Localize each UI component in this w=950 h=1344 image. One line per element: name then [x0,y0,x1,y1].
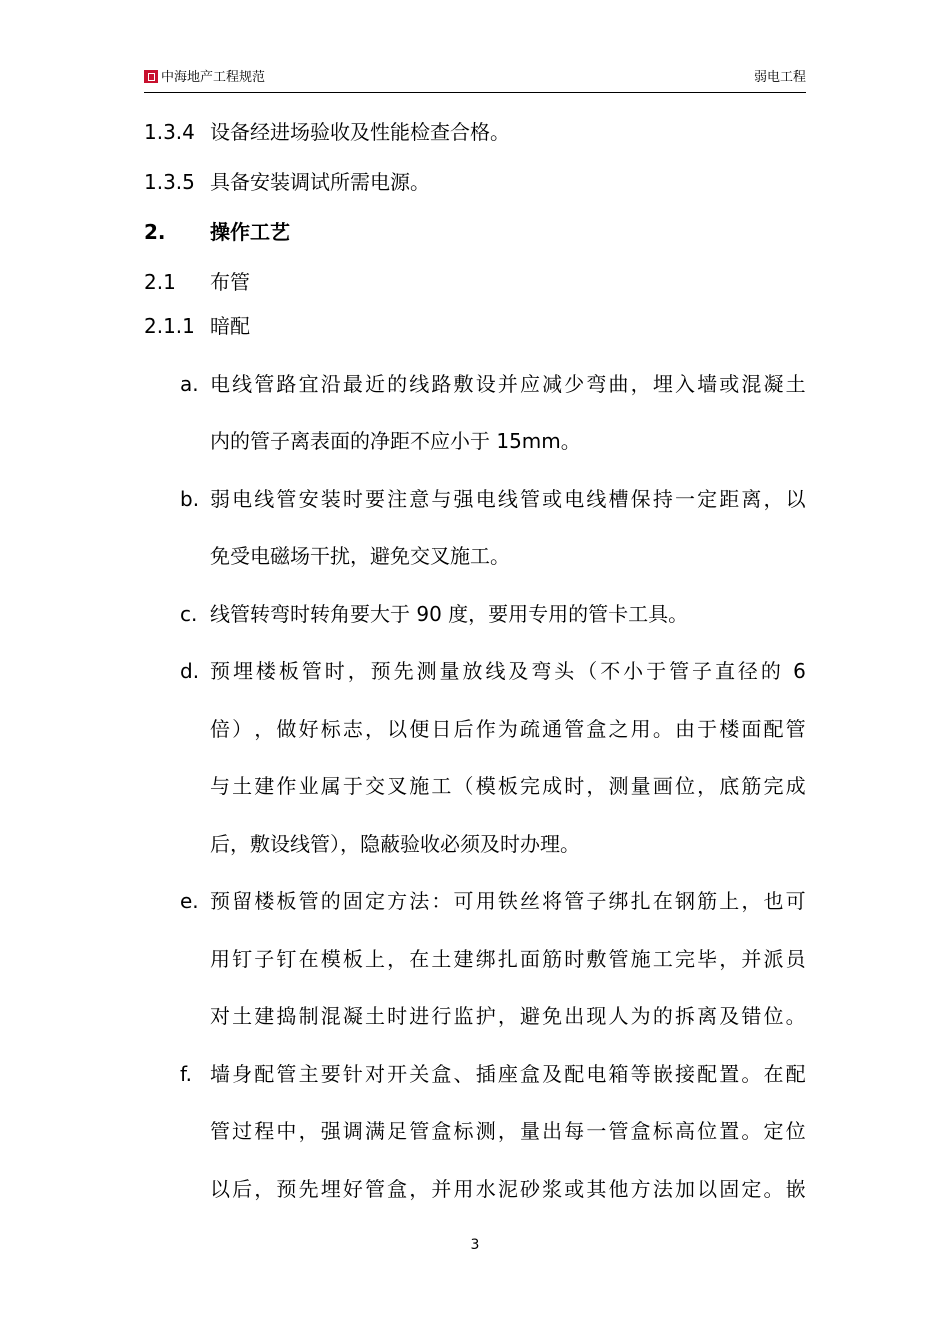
company-name: 中海地产工程规范 [161,70,266,85]
item-line: 弱 电 线 管 安 装 时 要 注 意 与 强 电 线 管 或 电 线 槽 保 持 一 定 距 离 ， 以 [210,487,806,511]
item-line: 管 过 程 中 ， 强 调 满 足 管 盒 标 测 ， 量 出 每 一 管 盒 标 高 位 置 。 定 位 [210,1119,806,1143]
header-rule [144,92,806,93]
item-line: 电 线 管 路 宜 沿 最 近 的 线 路 敷 设 并 应 减 少 弯 曲 ， 埋 入 墙 或 混 凝 土 [210,372,806,396]
list-marker: a. [180,372,199,396]
item-line: 墙 身 配 管 主 要 针 对 开 关 盒 、 插 座 盒 及 配 电 箱 等 嵌 接 配 置 。 在 配 [210,1062,806,1086]
list-marker: e. [180,889,199,913]
clause-text: 暗配 [210,314,250,338]
list-marker: b. [180,487,200,511]
clause-number: 1.3.5 [144,170,195,194]
item-line: 对 土 建 捣 制 混 凝 土 时 进 行 监 护 ， 避 免 出 现 人 为 的 拆 离 及 错 位 。 [210,1004,806,1028]
item-line: 倍 ） ， 做 好 标 志 ， 以 便 日 后 作 为 疏 通 管 盒 之 用 。 由 于 楼 面 配 管 [210,717,806,741]
clause-text: 设备经进场验收及性能检查合格。 [210,120,510,144]
section-name: 弱电工程 [753,70,806,85]
item-line: 预 留 楼 板 管 的 固 定 方 法 ： 可 用 铁 丝 将 管 子 绑 扎 在 钢 筋 上 ， 也 可 [210,889,806,913]
item-line: 后，敷设线管），隐蔽验收必须及时办理。 [210,832,580,856]
clause-number: 1.3.4 [144,120,195,144]
clause-text: 具备安装调试所需电源。 [210,170,430,194]
section-title: 操作工艺 [210,220,290,244]
item-line: 用 钉 子 钉 在 模 板 上 ， 在 土 建 绑 扎 面 筋 时 敷 管 施 工 完 毕 ， 并 派 员 [210,947,806,971]
list-marker: d. [180,659,200,683]
item-line: 内的管子离表面的净距不应小于 15mm。 [210,429,581,453]
item-line: 免受电磁场干扰，避免交叉施工。 [210,544,510,568]
clause-text: 布管 [210,270,250,294]
item-line: 以 后 ， 预 先 埋 好 管 盒 ， 并 用 水 泥 砂 浆 或 其 他 方 法 加 以 固 定 。 嵌 [210,1177,806,1201]
company-logo-icon [144,70,158,83]
clause-number: 2.1 [144,270,176,294]
item-line: 预 埋 楼 板 管 时 ， 预 先 测 量 放 线 及 弯 头 （ 不 小 于 管 子 直 径 的 6 [210,659,806,683]
item-line: 与 土 建 作 业 属 于 交 叉 施 工 （ 模 板 完 成 时 ， 测 量 画 位 ， 底 筋 完 成 [210,774,806,798]
page-number: 3 [470,1237,480,1253]
section-number: 2. [144,220,166,244]
item-line: 线管转弯时转角要大于 90 度，要用专用的管卡工具。 [210,602,689,626]
list-marker: c. [180,602,198,626]
list-marker: f. [180,1062,192,1086]
page-header [144,68,806,92]
clause-number: 2.1.1 [144,314,195,338]
